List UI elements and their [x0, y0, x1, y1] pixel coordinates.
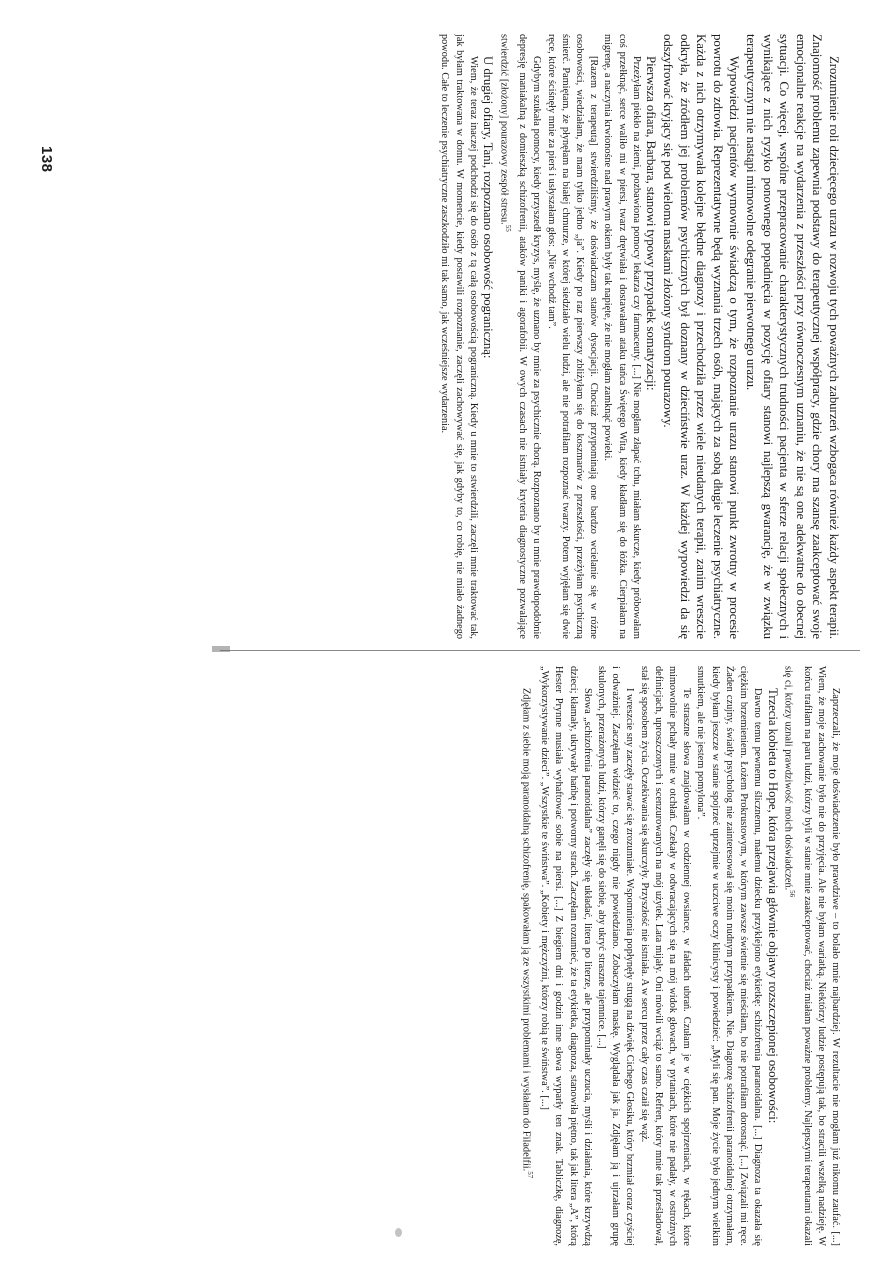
- quote-paragraph: Te straszne słowa znajdowałam w codziennej owsiance, w fałdach ubrań. Czułam je w ciężkich spojrzeniach, w rękach, które mimowolnie pchały mnie w otchłań. Czekały w odwracających się na mój widok głowach, w pytaniach, które nie padały, w ostrożnych definicjach, uproszczonych i scenzurowanych na mój użytek. Lata mijały. Oni mówili wciąż to samo. Refren, który mnie tak prześladował, stał się sposobem życia. Oczekiwania się skurczyły. Przyszłość nie istniała. A w sercu przez cały czas czaił się wąż.: [638, 666, 693, 1246]
- quote-paragraph: I wreszcie sny zaczęły stawać się zrozumiałe. Wspomnienia popłynęły strugą na dźwięk Cichego Głosiku, który brzmiał coraz czyściej i odważniej. Zaczęłam widzieć to, czego nigdy nie powiedziano. Zobaczyłam maskę. Wyglądała jak ja. Zdjęłam ją i ujrzałam grupę skulonych, przerażonych ludzi, którzy ganęli się do siebie, aby ukryć straszne tajemnice. [...]: [595, 666, 636, 1246]
- quote-paragraph: [781, 666, 842, 1246]
- quote-paragraph: Wiem, że teraz inaczej podchodzi się do osób z tą całą osobowością pograniczną. Kiedy u mnie to stwierdzili, zaczęli mnie traktować tak, jak byłam traktowana w domu. W momencie, kiedy postawili rozpoznanie, zaczęli zachowywać się, jak gdyby to, co robię, nie miało żadnego powodu. Całe to leczenie psychiatryczne zaszkodziło mi tak samo, jak wcześniejsze wydarzenia.: [439, 34, 479, 639]
- page-fold-line: [220, 650, 860, 651]
- scan-artifact: [395, 1228, 402, 1237]
- quote-paragraph: [Razem z terapeutą] stwierdziliśmy, że doświadczam stanów dysocjacji. Chociaż przypominają one bardzo wcielanie się w różne osobowości, wiedziałam, że mam tylko jedno „ja”. Kiedy po raz pierwszy zbliżyłam się do koszmarów z przeszłości, przeżyłam psychiczną śmierć. Pamiętam, że płynęłam na białej chmurze, w której siedziało wielu ludzi, ale nie potrafiłam rozpoznać twarzy. Potem wyjęłam się dwie ręce, które ściśnęły mnie za pierś i usłyszałam głos: „Nie wchodź tam”.: [545, 34, 600, 639]
- paragraph: U drugiej ofiary, Tani, rozpoznano osobowość pograniczną:: [481, 56, 496, 359]
- quote-paragraph: [518, 666, 537, 1246]
- quote-paragraph: Dawno temu pewnemu ślicznemu, małemu dziecku przyklejono etykietkę: schizofrenia paranoidalna. [...] Diagnoza ta okazała się ciężkim brzemieniem. Łożem Prokrustowym, w którym zawsze świetnie się mieściłam, bo nie potrafiłam dorosnąć. [...] Związali mi ręce. Żaden czujny, światły psycholog nie zainteresował się moim nudnym przypadkiem. Nie. Diagnozę schizofrenii paranoidalnej otrzymałam, kiedy byłam jeszcze w stanie spojrzeć uprzejmie w uczciwe oczy klinicysty i powiedzieć: „Myli się pan. Moje życie było jednym wielkim smutkiem, ale nie jestem pomylona”.: [695, 666, 764, 1246]
- quote-text: Gdybym szukała pomocy, kiedy przyszedł kryzys, myślę, że uznano by mnie za psychicznie chorą. Rozpoznano by u mnie prawdopodobnie depresję maniakalną z domieszką schizofrenii, ataków paniki i agorafobii. W owych czasach nie istniały kryteria diagnostyczne pozwalające stwierdzić [złożony] pourazowy zespół stresu.: [498, 34, 543, 639]
- quote-paragraph: Przeżyłam piekło na ziemi, pozbawiona pomocy lekarza czy farmaceuty. [...] Nie mogłam złapać tchu, miałam skurcze, kiedy próbowałam coś przełknąć, serce waliło mi w piersi, twarz drętwiała i dostawałam ataku tańca Świętego Wita, kiedy kładłam się do łóżka. Cierpiałam na migrenę, a naczynia krwionośne nad prawym okiem były tak napięte, że nie mogłam zamknąć powieki.: [602, 34, 642, 639]
- footnote-reference: 55: [504, 224, 513, 232]
- page-number: 138: [38, 146, 55, 173]
- right-text-column: [167, 666, 842, 1246]
- left-text-column: [42, 34, 842, 639]
- footnote-reference: 56: [788, 890, 797, 898]
- quote-text: Zdjęłam z siebie moją paranoidalną schizofrenię, spakowałam ją ze wszystkimi problemami i wysłałam do Filadelfii.: [520, 688, 532, 1172]
- quote-paragraph: [496, 34, 543, 639]
- paragraph: Trzecia kobieta to Hope, która przejawia głównie objawy rozszczepionej osobowości:: [765, 688, 780, 1124]
- paragraph: Wypowiedzi pacjentów wymownie świadczą o tym, że rozpoznanie urazu stanowi punkt zwrotny w procesie powrotu do zdrowia. Reprezentatywne będą wyznania trzech osób, mających za sobą długie leczenie psychiatryczne. Każda z nich otrzymywała kolejne błędne diagnozy i przechodziła przez wiele nieudanych terapii, zanim wreszcie odkryła, że źródłem jej problemów psychicznych był doznany w dzieciństwie uraz. W każdej wypowiedzi da się odszyfrować kryjący się pod wieloma maskami złożony syndrom pourazowy.: [661, 34, 742, 639]
- paragraph: Pierwsza ofiara, Barbara, stanowi typowy przypadek somatyzacji:: [644, 56, 659, 391]
- paragraph: Zrozumienie roli dziecięcego urazu w rozwoju tych poważnych zaburzeń wzbogaca również każdy aspekt terapii. Znajomość problemu zapewnia podstawy do terapeutycznej współpracy, gdzie chory ma szansę zaakceptować swoje emocjonalne reakcje na wydarzenia z przeszłości przy równoczesnym uznaniu, że nie są one adekwatne do obecnej sytuacji. Co więcej, wspólne przepracowanie charakterystycznych trudności pacjenta w sferze relacji społecznych i wynikające z nich ryzyko ponownego popadnięcia w pozycję ofiary stanowi najlepszą gwarancję, że w związku terapeutycznym nie nastąpi mimowolne odegranie pierwotnego urazu.: [744, 34, 841, 639]
- footnote-reference: 57: [525, 1171, 534, 1179]
- quote-paragraph: Słowa „schizofrenia paranoidalna” zaczęły się układać, litera po literze, ale przypominały uczucia, myśli i działania, które krzywdzą dzieci; kłamały, ukrywały hańbę i potworny strach. Zaczęłam rozumieć, że ta etykietka, diagnoza, stanowiła piętno, tak jak litera „A”, którą Hester Prynne musiała wyhaftować sobie na piersi. [...] Z biegiem dni i godzin inne słowa wyparły ten znak. Tabliczkę, diagnozę, „Wykorzystywanie dzieci”. „Wszystkie te świństwa”. „Kobiety i mężczyźni, którzy robią te świństwa”. [...]: [539, 666, 593, 1246]
- scan-artifact: [212, 646, 230, 652]
- quote-text: Zaprzeczali, że moje doświadczenie było prawdziwe – to bolało mnie najbardziej. W rezultacie nie mogłam już nikomu zaufać. [...] Wiem, że moje zachowanie było nie do przyjęcia. Ale nie byłam wariatką. Niektórzy ludzie postępują tak, bo stracili wszelką nadzieję. W końcu trafiłam na paru ludzi, którzy byli w stanie mnie zaakceptować, chociaż miałam poważne problemy. Najlepszymi terapeutami okazali się ci, którzy uznali prawdziwość moich doświadczeń.: [782, 666, 841, 1246]
